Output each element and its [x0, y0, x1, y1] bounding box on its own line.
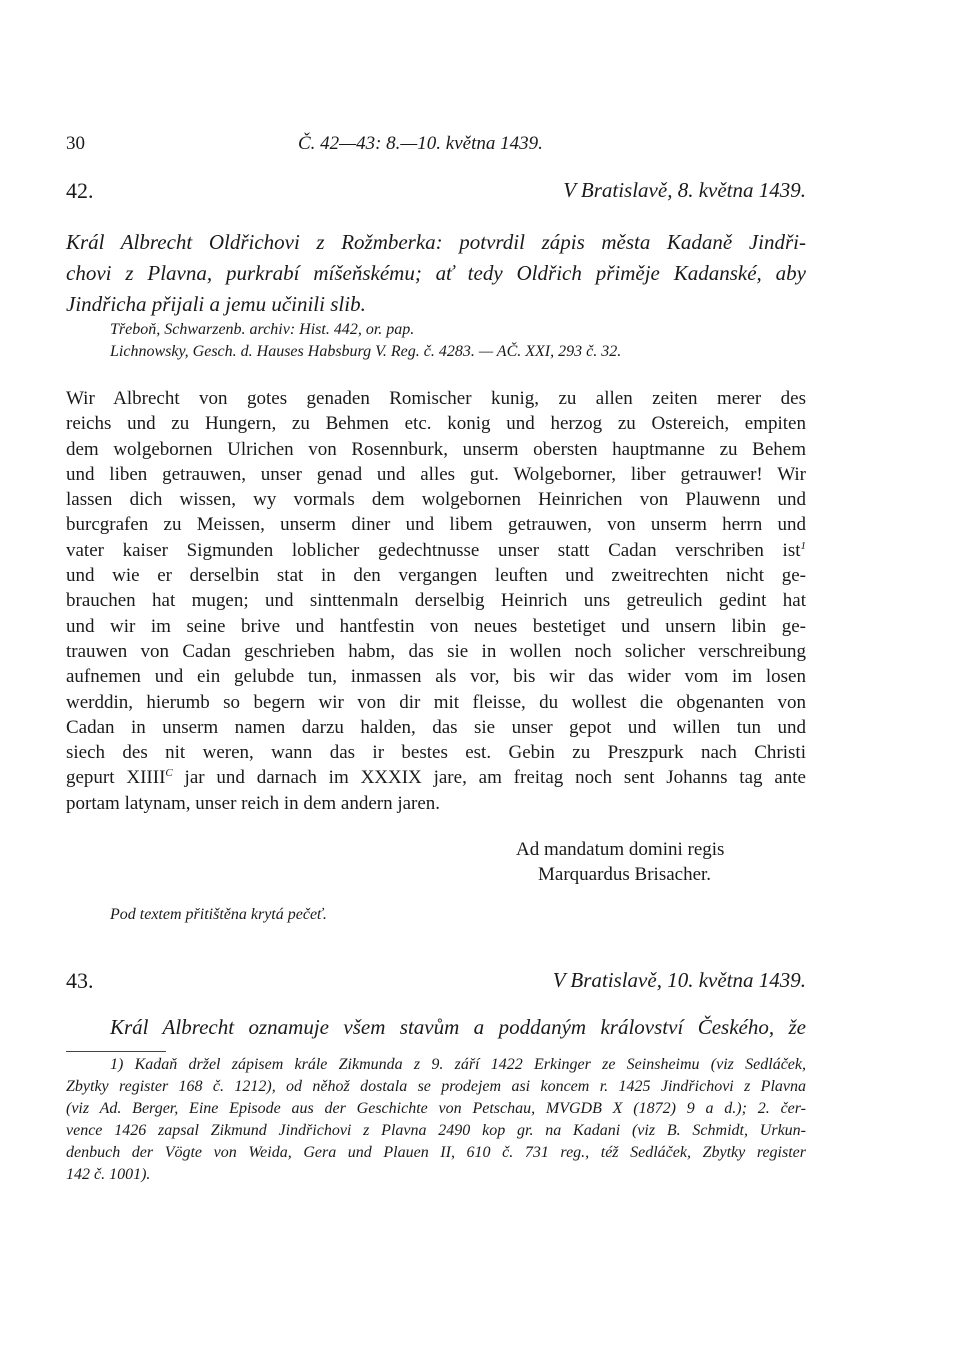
charter-line: Cadan in unserm namen darzu halden, das sie unser gepot und willen tun und: [66, 716, 806, 738]
charter-line: und liben getrauwen, unser genad und alles gut. Wolgeborner, liber getrauwer! Wir: [66, 463, 806, 485]
charter-line: [66, 765, 806, 790]
charter-line: dem wolgebornen Ulrichen von Rosennburk, unserm obersten hauptmanne zu Behem: [66, 438, 806, 460]
footnote-line: Zbytky register 168 č. 1212), od něhož dostala se prodejem asi koncem r. 1425 Jindřichovi z Plavna: [66, 1078, 806, 1095]
charter-line: reichs und zu Hungern, zu Behmen etc. konig und herzog zu Ostereich, empiten: [66, 413, 806, 435]
charter-line-text: gepurt XIIII: [66, 767, 166, 789]
charter-line: siech des nit weren, wann das ir bestes est. Gebin zu Preszpurk nach Christi: [66, 742, 806, 764]
charter-line: und wir im seine brive und hantfestin von neues bestetiget und unsern libin ge-: [66, 615, 806, 637]
charter-line: und wie er derselbin stat in den vergangen leuften und zweitrechten nicht ge-: [66, 565, 806, 587]
footnote-line: 142 č. 1001).: [66, 1166, 151, 1183]
regest-line: Jindřicha přijali a jemu učinili slib.: [66, 292, 366, 316]
document-number: 43.: [66, 968, 94, 993]
footnote-line: vence 1426 zapsal Zikmund Jindřichovi z Plavna 2490 kop gr. na Kadani (viz B. Schmidt, Urkun-: [66, 1122, 806, 1139]
running-head: Č. 42—43: 8.—10. května 1439.: [298, 133, 543, 154]
charter-line-text: jar und darnach im XXXIX jare, am freitag noch sent Johanns tag ante: [172, 767, 806, 789]
document-place-date: V Bratislavě, 8. května 1439.: [563, 178, 806, 202]
charter-line: aufnemen und ein gelubde tun, inmassen als vor, bis wir das wider vom im losen: [66, 666, 806, 688]
charter-line: lassen dich wissen, wy vormals dem wolgebornen Heinrichen von Plauwenn und: [66, 489, 806, 511]
document-regest: Král Albrecht oznamuje všem stavům a poddaným království Českého, že: [110, 1015, 806, 1039]
footnote: [66, 1054, 806, 1186]
scribe-signature: Marquardus Brisacher.: [538, 864, 712, 885]
charter-line-text: vater kaiser Sigmunden loblicher gedechtnusse unser statt Cadan verschriben ist: [66, 539, 801, 561]
charter-line: burcgrafen zu Meissen, unserm diner und libem getrauwen, von unserm herrn und: [66, 514, 806, 536]
superscript-c: C: [165, 767, 173, 780]
footnote-reference: 1: [800, 539, 806, 552]
page-number: 30: [66, 133, 85, 154]
document-regest: [66, 227, 806, 320]
charter-line: [66, 538, 806, 563]
footnote-line: denbuch der Vögte von Weida, Gera und Plauen II, 610 č. 731 reg., též Sedláček, Zbytky register: [66, 1144, 806, 1161]
chancery-note: Ad mandatum domini regis: [516, 839, 725, 860]
document-place-date: V Bratislavě, 10. května 1439.: [552, 968, 806, 992]
footnote-line: (viz Ad. Berger, Eine Episode aus der Geschichte von Petschau, MVGDB X (1872) 9 a d.); 2. čer-: [66, 1100, 806, 1117]
footnote-divider: [66, 1051, 166, 1052]
charter-line: werddin, hierumb so begern wir von dir mit fleisse, du wollest die obgenanten von: [66, 691, 806, 713]
literature-reference: Lichnowsky, Gesch. d. Hauses Habsburg V. Reg. č. 4283. — AČ. XXI, 293 č. 32.: [110, 343, 622, 360]
charter-line: trauwen von Cadan geschrieben habm, das sie in wollen noch solicher verschreibung: [66, 640, 806, 662]
charter-line: portam latynam, unser reich in dem andern jaren.: [66, 792, 441, 814]
footnote-line: 1) Kadaň držel zápisem krále Zikmunda z 9. září 1422 Erkinger ze Seinsheimu (viz Sedláček,: [110, 1056, 806, 1073]
charter-line: Wir Albrecht von gotes genaden Romischer kunig, zu allen zeiten merer des: [66, 388, 806, 409]
seal-note: Pod textem přitištěna krytá pečeť.: [110, 906, 327, 923]
regest-line: chovi z Plavna, purkrabí míšeňskému; ať tedy Oldřich přiměje Kadanské, aby: [66, 261, 806, 285]
charter-line: brauchen hat mugen; und sinttenmaln derselbig Heinrich uns getreulich gedint hat: [66, 590, 806, 612]
regest-line: Král Albrecht Oldřichovi z Rožmberka: potvrdil zápis města Kadaně Jindři-: [66, 230, 806, 254]
document-number: 42.: [66, 178, 94, 203]
charter-text: [66, 386, 806, 816]
archival-source: Třeboň, Schwarzenb. archiv: Hist. 442, or. pap.: [110, 321, 415, 338]
